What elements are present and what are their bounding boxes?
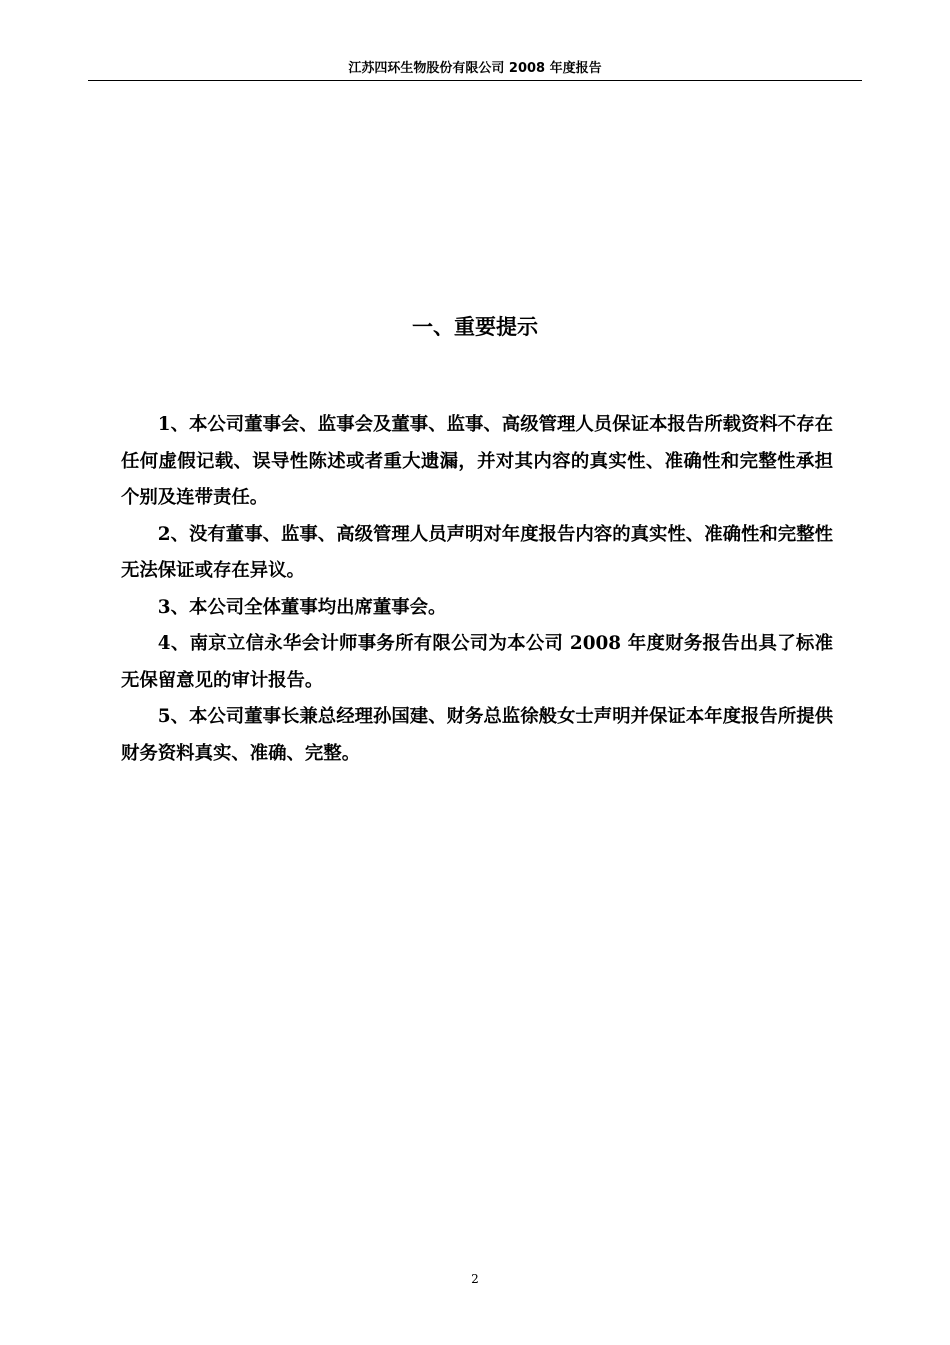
page-header: 江苏四环生物股份有限公司 2008 年度报告 (88, 58, 862, 81)
section-title: 一、重要提示 (412, 314, 538, 339)
notice-paragraph-3: 3、本公司全体董事均出席董事会。 (157, 596, 447, 618)
notice-paragraph-4: 4、南京立信永华会计师事务所有限公司为本公司 2008 年度财务报告出具了标准无保留意见的审计报告。 (121, 633, 833, 691)
important-notice-body (121, 407, 833, 772)
notice-paragraph-1: 1、本公司董事会、监事会及董事、监事、高级管理人员保证本报告所载资料不存在任何虚假记载、误导性陈述或者重大遗漏，并对其内容的真实性、准确性和完整性承担个别及连带责任。 (121, 414, 833, 508)
notice-paragraph-2: 2、没有董事、监事、高级管理人员声明对年度报告内容的真实性、准确性和完整性无法保证或存在异议。 (121, 523, 833, 581)
page-number: 2 (471, 1272, 479, 1286)
notice-paragraph-5: 5、本公司董事长兼总经理孙国建、财务总监徐般女士声明并保证本年度报告所提供财务资料真实、准确、完整。 (121, 706, 833, 764)
